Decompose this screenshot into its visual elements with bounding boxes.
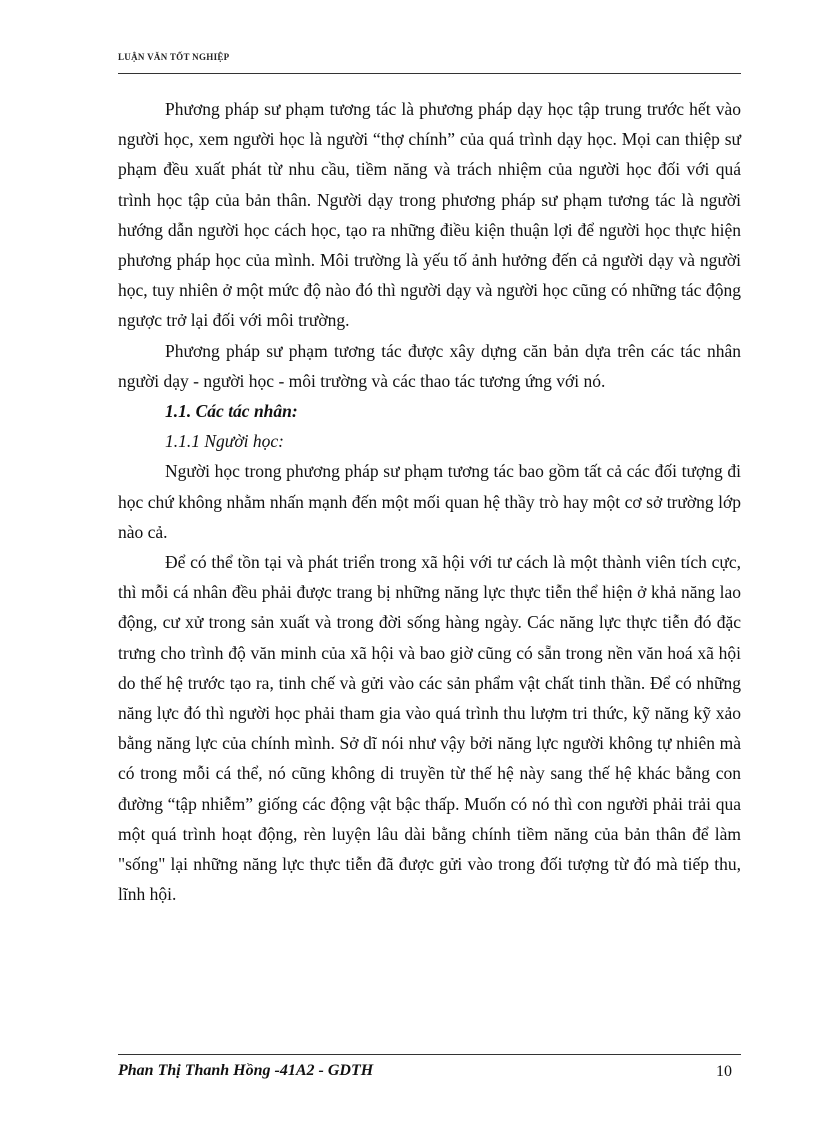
header-divider	[118, 73, 741, 74]
footer-divider	[118, 1054, 741, 1055]
paragraph-learner-definition: Người học trong phương pháp sư phạm tương tác bao gồm tất cả các đối tượng đi học chứ không nhằm nhấn mạnh đến một mối quan hệ thầy trò hay một cơ sở trường lớp nào cả.	[118, 461, 741, 542]
document-body	[118, 94, 741, 909]
subsection-heading: 1.1.1 Người học:	[165, 431, 285, 452]
paragraph-foundation: Phương pháp sư phạm tương tác được xây dựng căn bản dựa trên các tác nhân người dạy - người học - môi trường và các thao tác tương ứng với nó.	[118, 340, 741, 391]
running-header: LUẬN VĂN TỐT NGHIỆP	[118, 52, 230, 62]
section-heading: 1.1. Các tác nhân:	[165, 401, 298, 422]
paragraph-learner-capacity: Để có thể tồn tại và phát triển trong xã hội với tư cách là một thành viên tích cực, thì mỗi cá nhân đều phải được trang bị những năng lực thực tiễn thể hiện ở khả năng lao động, cư xử trong sản xuất và trong đời sống hàng ngày. Các năng lực thực tiễn đó đặc trưng cho trình độ văn minh của xã hội và bao giờ cũng có sẵn trong nền văn hoá xã hội do thế hệ trước tạo ra, tinh chế và gửi vào các sản phẩm vật chất tinh thần. Để có những năng lực đó thì người học phải tham gia vào quá trình thu lượm tri thức, kỹ năng kỹ xảo bằng năng lực của chính mình. Sở dĩ nói như vậy bởi năng lực người không tự nhiên mà có trong mỗi cá thể, nó cũng không di truyền từ thế hệ này sang thế hệ khác bằng con đường “tập nhiễm” giống các động vật bậc thấp. Muốn có nó thì con người phải trải qua một quá trình hoạt động, rèn luyện lâu dài bằng chính tiềm năng của bản thân để làm "sống" lại những năng lực thực tiễn đã được gửi vào trong đối tượng từ đó mà tiếp thu, lĩnh hội.	[118, 552, 741, 905]
footer-author: Phan Thị Thanh Hồng -41A2 - GDTH	[118, 1062, 374, 1079]
page-number: 10	[716, 1063, 732, 1080]
paragraph-interactive-method: Phương pháp sư phạm tương tác là phương pháp dạy học tập trung trước hết vào người học, xem người học là người “thợ chính” của quá trình dạy học. Mọi can thiệp sư phạm đều xuất phát từ nhu cầu, tiềm năng và trách nhiệm của người học đối với quá trình học tập của bản thân. Người dạy trong phương pháp sư phạm tương tác là người hướng dẫn người học cách học, tạo ra những điều kiện thuận lợi để người học thực hiện phương pháp học của mình. Môi trường là yếu tố ảnh hưởng đến cả người dạy và người học, tuy nhiên ở một mức độ nào đó thì người dạy và người học cũng có những tác động ngược trở lại đối với môi trường.	[118, 99, 741, 331]
